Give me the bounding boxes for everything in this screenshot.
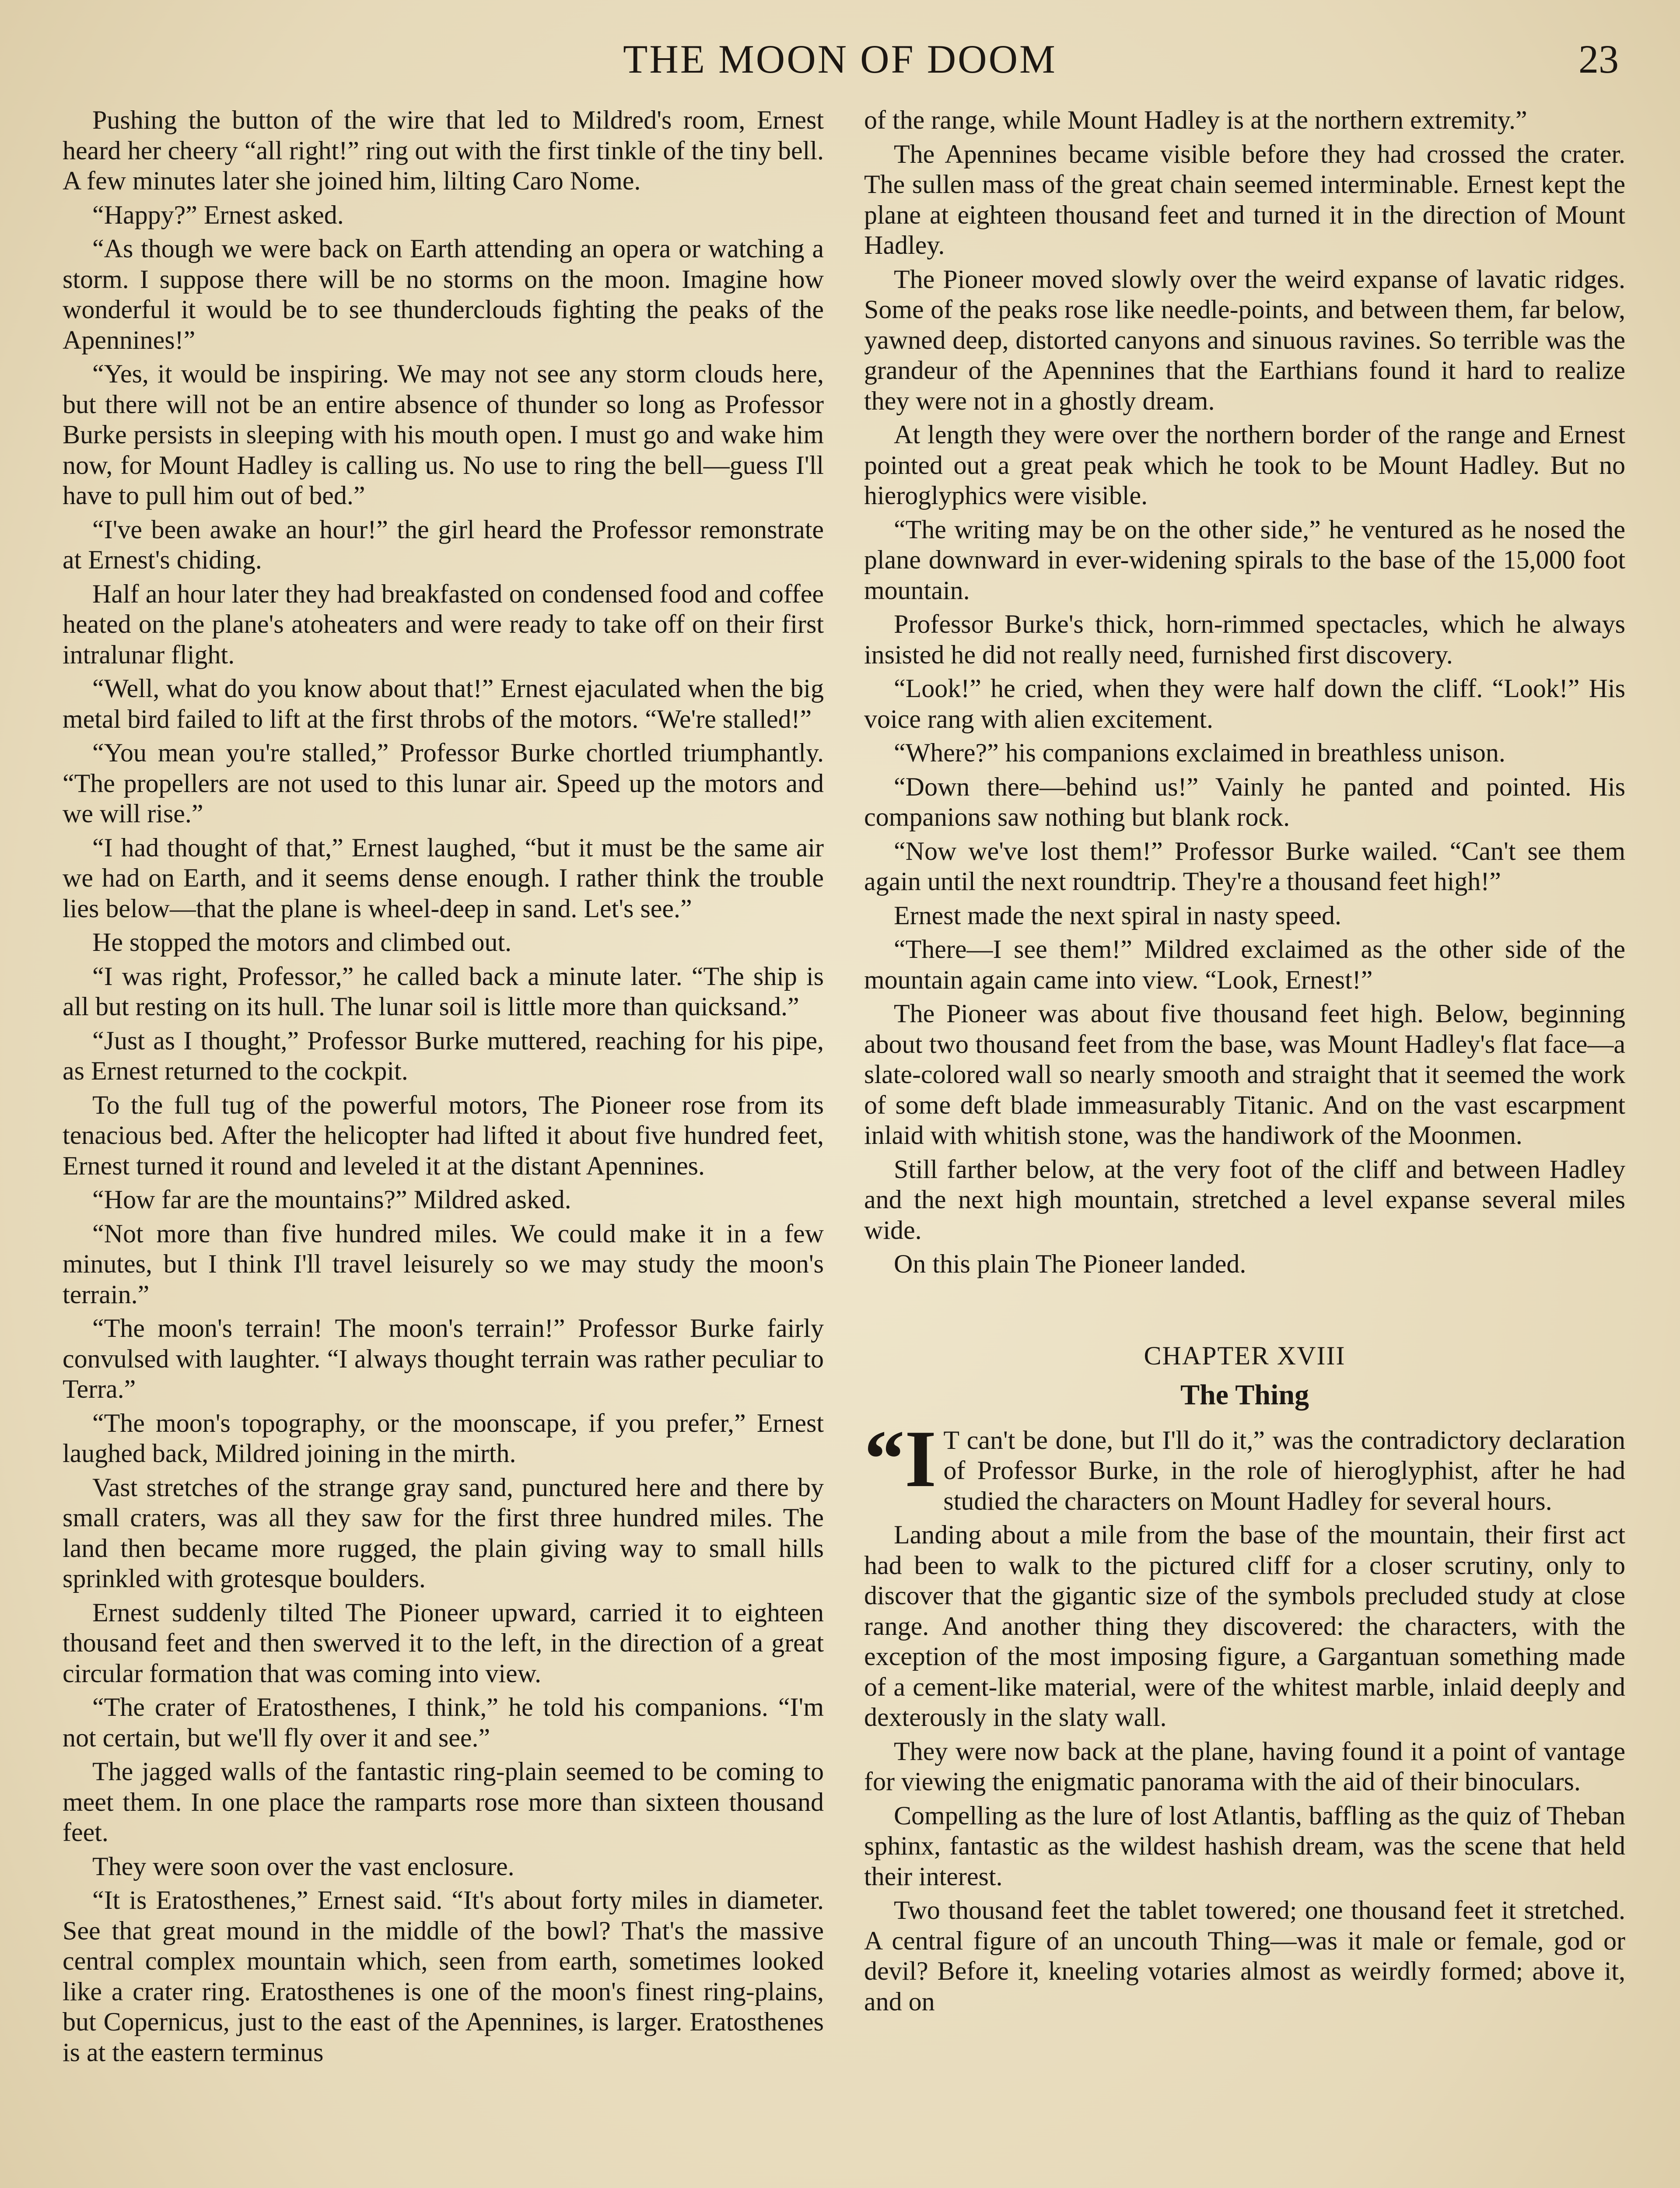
paragraph: At length they were over the northern border of the range and Ernest pointed out a great peak which he took to be Mount Hadley. But no hieroglyphics were visible. xyxy=(864,420,1625,510)
paragraph: “Just as I thought,” Professor Burke muttered, reaching for his pipe, as Ernest returned to the cockpit. xyxy=(63,1026,824,1085)
paragraph: Landing about a mile from the base of the mountain, their first act had been to walk to the pictured cliff for a closer scrutiny, only to discover that the gigantic size of the symbols precluded study at close range. And another thing they discovered: the characters, with the exception of the most imposing figure, a Gargantuan something made of a cement-like material, were of the whitest marble, inlaid deeply and dexterously in the slaty wall. xyxy=(864,1520,1625,1732)
opening-text: T can't be done, but I'll do it,” was the contradictory declaration of Professor Burke, in the role of hieroglyphist, after he had studied the characters on Mount Hadley for several hours. xyxy=(943,1425,1625,1515)
paragraph: He stopped the motors and climbed out. xyxy=(92,928,512,957)
paragraph: Vast stretches of the strange gray sand, punctured here and there by small craters, was all they saw for the first three hundred miles. The land then became more rugged, the plain giving way to small hills sprinkled with grotesque boulders. xyxy=(63,1473,824,1593)
page-header xyxy=(61,31,1619,88)
paragraph: “Happy?” Ernest asked. xyxy=(92,200,344,229)
paragraph: The jagged walls of the fantastic ring-plain seemed to be coming to meet them. In one place the ramparts rose more than sixteen thousand feet. xyxy=(63,1757,824,1847)
paragraph: “I've been awake an hour!” the girl heard the Professor remonstrate at Ernest's chiding. xyxy=(63,515,824,574)
chapter-opening-paragraph xyxy=(864,1413,1625,1517)
paragraph: On this plain The Pioneer landed. xyxy=(894,1249,1246,1278)
paragraph: They were now back at the plane, having found it a point of vantage for viewing the enigmatic panorama with the aid of their binoculars. xyxy=(864,1736,1625,1796)
paragraph: “You mean you're stalled,” Professor Burke chortled triumphantly. “The propellers are not used to this lunar air. Speed up the motors and we will rise.” xyxy=(63,738,824,828)
paragraph: Half an hour later they had breakfasted on condensed food and coffee heated on the plane's atoheaters and were ready to take off on their first intralunar flight. xyxy=(63,579,824,669)
paragraph: of the range, while Mount Hadley is at the northern extremity.” xyxy=(864,105,1527,134)
paragraph: “Look!” he cried, when they were half down the cliff. “Look!” His voice rang with alien excitement. xyxy=(864,674,1625,733)
left-column xyxy=(63,105,824,2071)
paragraph: “Down there—behind us!” Vainly he panted and pointed. His companions saw nothing but blank rock. xyxy=(864,772,1625,831)
paragraph: “Where?” his companions exclaimed in breathless unison. xyxy=(894,738,1505,767)
paragraph: “It is Eratosthenes,” Ernest said. “It's about forty miles in diameter. See that great mound in the middle of the bowl? That's the massive central complex mountain which, seen from earth, sometimes looked like a crater ring. Eratosthenes is one of the moon's finest ring-plains, but Copernicus, just to the east of the Apennines, is larger. Eratosthenes is at the eastern terminus xyxy=(63,1886,824,2067)
paragraph: The Apennines became visible before they had crossed the crater. The sullen mass of the great chain seemed interminable. Ernest kept the plane at eighteen thousand feet and turned it in the direction of Mount Hadley. xyxy=(864,139,1625,259)
paragraph: The Pioneer moved slowly over the weird expanse of lavatic ridges. Some of the peaks rose like needle-points, and between them, far below, yawned deep, distorted canyons and sinuous ravines. So terrible was the grandeur of the Apennines that the Earthians found it hard to realize they were not in a ghostly dream. xyxy=(864,264,1625,415)
running-title: THE MOON OF DOOM xyxy=(623,37,1057,81)
paragraph: To the full tug of the powerful motors, The Pioneer rose from its tenacious bed. After the helicopter had lifted it about five hundred feet, Ernest turned it round and leveled it at the distant Apennines. xyxy=(63,1090,824,1180)
right-column xyxy=(864,105,1625,2020)
paragraph: They were soon over the vast enclosure. xyxy=(92,1851,514,1881)
paragraph: Compelling as the lure of lost Atlantis, baffling as the quiz of Theban sphinx, fantastic as the wildest hashish dream, was the scene that held their interest. xyxy=(864,1801,1625,1891)
chapter-number: CHAPTER XVIII xyxy=(1144,1341,1346,1370)
drop-cap: “I xyxy=(864,1413,937,1504)
paragraph: “Well, what do you know about that!” Ernest ejaculated when the big metal bird failed to lift at the first throbs of the motors. “We're stalled!” xyxy=(63,674,824,733)
paragraph: “There—I see them!” Mildred exclaimed as the other side of the mountain again came into view. “Look, Ernest!” xyxy=(864,935,1625,994)
paragraph: Still farther below, at the very foot of the cliff and between Hadley and the next high mountain, stretched a level expanse several miles wide. xyxy=(864,1154,1625,1245)
paragraph: “Not more than five hundred miles. We could make it in a few minutes, but I think I'll travel leisurely so we may study the moon's terrain.” xyxy=(63,1219,824,1309)
paragraph: “Yes, it would be inspiring. We may not see any storm clouds here, but there will not be an entire absence of thunder so long as Professor Burke persists in sleeping with his mouth open. I must go and wake him now, for Mount Hadley is calling us. No use to ring the bell—guess I'll have to pull him out of bed.” xyxy=(63,359,824,510)
paragraph: Two thousand feet the tablet towered; one thousand feet it stretched. A central figure of an uncouth Thing—was it male or female, god or devil? Before it, kneeling votaries almost as weirdly formed; above it, and on xyxy=(864,1896,1625,2016)
paragraph: “I had thought of that,” Ernest laughed, “but it must be the same air we had on Earth, and it seems dense enough. I rather think the trouble lies below—that the plane is wheel-deep in sand. Let's see.” xyxy=(63,833,824,923)
chapter-title: The Thing xyxy=(1180,1379,1309,1411)
paragraph: “The moon's topography, or the moonscape, if you prefer,” Ernest laughed back, Mildred joining in the mirth. xyxy=(63,1408,824,1468)
paragraph: “The moon's terrain! The moon's terrain!” Professor Burke fairly convulsed with laughter. “I always thought terrain was rather peculiar to Terra.” xyxy=(63,1314,824,1403)
paragraph: “The writing may be on the other side,” he ventured as he nosed the plane downward in ever-widening spirals to the base of the 15,000 foot mountain. xyxy=(864,515,1625,605)
paragraph: “I was right, Professor,” he called back a minute later. “The ship is all but resting on its hull. The lunar soil is little more than quicksand.” xyxy=(63,961,824,1021)
paragraph: Ernest made the next spiral in nasty speed. xyxy=(894,901,1342,930)
paragraph: Ernest suddenly tilted The Pioneer upward, carried it to eighteen thousand feet and then swerved it to the left, in the direction of a great circular formation that was coming into view. xyxy=(63,1598,824,1688)
paragraph: “As though we were back on Earth attending an opera or watching a storm. I suppose there will be no storms on the moon. Imagine how wonderful it would be to see thunderclouds fighting the peaks of the Apennines!” xyxy=(63,234,824,354)
page-number: 23 xyxy=(1578,37,1619,81)
paragraph: “Now we've lost them!” Professor Burke wailed. “Can't see them again until the next roundtrip. They're a thousand feet high!” xyxy=(864,836,1625,896)
paragraph: Professor Burke's thick, horn-rimmed spectacles, which he always insisted he did not really need, furnished first discovery. xyxy=(864,610,1625,669)
paragraph: “The crater of Eratosthenes, I think,” he told his companions. “I'm not certain, but we'll fly over it and see.” xyxy=(63,1693,824,1752)
paragraph: Pushing the button of the wire that led to Mildred's room, Ernest heard her cheery “all right!” ring out with the first tinkle of the tiny bell. A few minutes later she joined him, lilting Caro Nome. xyxy=(63,105,824,195)
paragraph: The Pioneer was about five thousand feet high. Below, beginning about two thousand feet from the base, was Mount Hadley's flat face—a slate-colored wall so nearly smooth and straight that it seemed the work of some deft blade immeasurably Titanic. And on the vast escarpment inlaid with whitish stone, was the handiwork of the Moonmen. xyxy=(864,999,1625,1150)
paragraph: “How far are the mountains?” Mildred asked. xyxy=(92,1185,571,1214)
